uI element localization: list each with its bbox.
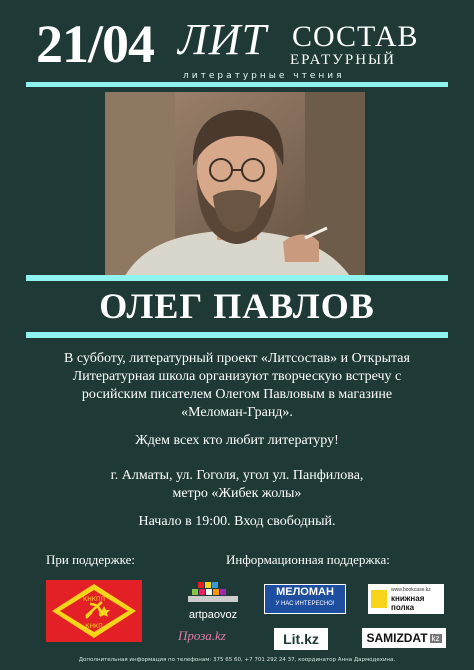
artpaovoz-logo [178, 578, 248, 621]
announcement-line: «Меломан-Гранд». [181, 405, 293, 420]
logo-eraturny: ЕРАТУРНЫЙ [290, 52, 396, 68]
artpaovoz-text: artpaovoz [188, 609, 238, 621]
support-label: При поддержке: [46, 552, 136, 567]
logo-sostav: СОСТАВ [292, 20, 419, 53]
samizdat-text: SAMIZDAT [366, 631, 428, 645]
photo-bottom-rule [26, 275, 448, 281]
meloman-logo [264, 584, 346, 614]
meloman-slogan: У НАС ИНТЕРЕСНО! [275, 601, 335, 607]
knizhnaya-polka-logo [368, 584, 444, 614]
announcement-line: росийским писателем Олегом Павловым в магазине [81, 387, 393, 402]
knizhnaya-url: www.bookcase.kz [391, 586, 431, 593]
litkz-logo [274, 628, 328, 650]
kknp-top-text: КНКПП [82, 596, 106, 603]
meloman-text: МЕЛОМАН [276, 586, 334, 598]
author-name: ОЛЕГ ПАВЛОВ [99, 286, 375, 326]
address-block [30, 467, 444, 503]
invitation-text: Ждем всех кто любит литературу! [135, 433, 339, 448]
event-date: 21/04 [36, 14, 155, 74]
address-line: г. Алматы, ул. Гоголя, угол ул. Панфилова, [110, 468, 364, 483]
kknp-bottom-text: КНКП [85, 623, 103, 630]
footer-contact: Дополнительная информация по телефонам: 375 65 60, +7 701 292 24 37, координатор Анна Дармодехина. [78, 657, 396, 663]
kknp-logo [46, 580, 142, 642]
announcement-line: Литературная школа организуют творческую встречу с [72, 369, 402, 384]
name-bottom-rule [26, 332, 448, 338]
author-photo [105, 92, 365, 276]
samizdat-logo [362, 628, 446, 648]
logo-lit: ЛИТ [178, 15, 268, 64]
logo-subtitle: литературные чтения [183, 71, 345, 81]
top-rule [26, 82, 448, 87]
litkz-text: Lit.kz [283, 631, 319, 647]
start-time-text: Начало в 19:00. Вход свободный. [138, 514, 336, 529]
samizdat-suffix: kz [431, 633, 440, 643]
bookcase-icon [371, 590, 387, 608]
announcement-line: В субботу, литературный проект «Литсостав» и Открытая [64, 351, 410, 366]
info-support-label: Информационная поддержка: [226, 552, 390, 567]
proza-logo: Проза.kz [178, 628, 226, 643]
knizhnaya-text: книжная полка [391, 593, 425, 612]
announcement-paragraph [30, 350, 444, 422]
metro-line: метро «Жибек жолы» [172, 486, 302, 501]
